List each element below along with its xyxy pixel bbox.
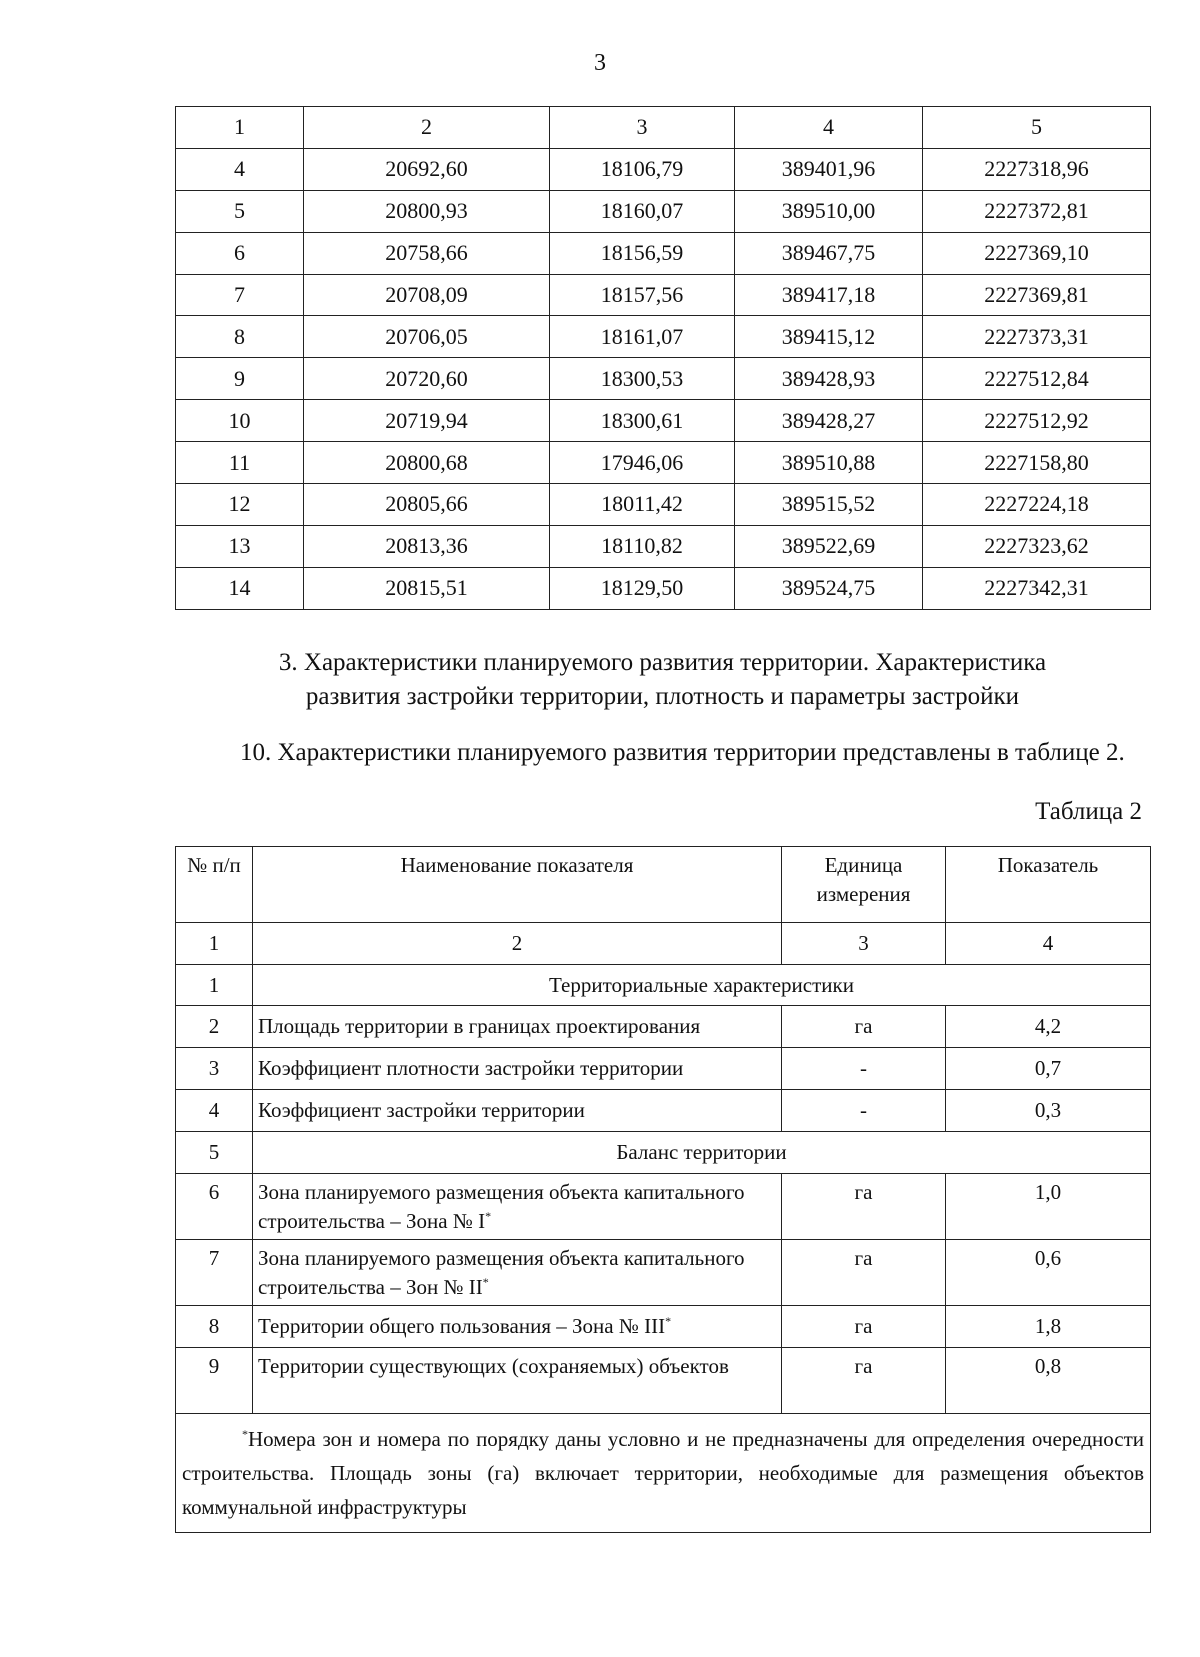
indicator-name-text: Зона планируемого размещения объекта капитального строительства – Зона № I (258, 1180, 745, 1233)
row-number: 2 (176, 1006, 253, 1048)
column-number: 3 (550, 107, 735, 149)
table-cell: 18300,53 (550, 358, 735, 400)
indicator-value: 0,6 (946, 1240, 1151, 1306)
table-cell: 18161,07 (550, 316, 735, 358)
indicator-unit: га (782, 1306, 946, 1348)
indicator-name: Территории существующих (сохраняемых) объектов (253, 1348, 782, 1414)
column-number: 4 (735, 107, 923, 149)
table-cell: 389467,75 (735, 232, 923, 274)
indicator-value: 4,2 (946, 1006, 1151, 1048)
table-row (176, 148, 1151, 190)
table-cell: 389510,88 (735, 442, 923, 484)
table-cell: 20805,66 (304, 484, 550, 526)
point-number: 10 (176, 400, 304, 442)
section-heading-line: 3. Характеристики планируемого развития территории. Характеристика (278, 649, 1047, 676)
table-cell: 2227369,10 (923, 232, 1151, 274)
table-cell: 2227372,81 (923, 190, 1151, 232)
table-cell: 20800,93 (304, 190, 550, 232)
indicator-name-text: Зона планируемого размещения объекта капитального строительства – Зон № II (258, 1246, 745, 1299)
footnote-mark: * (482, 1275, 489, 1289)
table-cell: 389401,96 (735, 148, 923, 190)
table-cell: 18157,56 (550, 274, 735, 316)
page-number: 3 (594, 50, 606, 76)
table-cell: 18129,50 (550, 567, 735, 609)
row-number: 5 (176, 1132, 253, 1174)
table-cell: 389428,27 (735, 400, 923, 442)
table-row (176, 1240, 1151, 1306)
row-number: 6 (176, 1174, 253, 1240)
column-number: 1 (176, 107, 304, 149)
coordinates-table-header-row (176, 107, 1151, 149)
table-cell: 389524,75 (735, 567, 923, 609)
table-cell: 389510,00 (735, 190, 923, 232)
table-cell: 20800,68 (304, 442, 550, 484)
table-row (176, 232, 1151, 274)
table-row (176, 358, 1151, 400)
column-number: 4 (946, 923, 1151, 965)
section-title: Территориальные характеристики (253, 965, 1151, 1006)
table-row (176, 1174, 1151, 1240)
indicator-unit: га (782, 1348, 946, 1414)
row-number: 3 (176, 1048, 253, 1090)
indicator-unit: га (782, 1240, 946, 1306)
table-cell: 20708,09 (304, 274, 550, 316)
indicator-value: 1,8 (946, 1306, 1151, 1348)
footnote-row (176, 1414, 1151, 1533)
indicator-value: 0,8 (946, 1348, 1151, 1414)
footnote-text-wrapper (182, 1422, 1144, 1524)
point-number: 9 (176, 358, 304, 400)
indicator-name-text: Территории общего пользования – Зона № III (258, 1314, 666, 1338)
section-row (176, 965, 1151, 1006)
table-cell: 18160,07 (550, 190, 735, 232)
section-title: Баланс территории (253, 1132, 1151, 1174)
column-number: 1 (176, 923, 253, 965)
table-cell: 2227369,81 (923, 274, 1151, 316)
table-cell: 20720,60 (304, 358, 550, 400)
indicator-name (253, 1240, 782, 1306)
table-cell: 20758,66 (304, 232, 550, 274)
table-row (176, 400, 1151, 442)
column-number: 3 (782, 923, 946, 965)
point-number: 13 (176, 525, 304, 567)
table-cell: 20692,60 (304, 148, 550, 190)
indicator-name: Коэффициент плотности застройки территории (253, 1048, 782, 1090)
column-number: 2 (253, 923, 782, 965)
table-cell: 20815,51 (304, 567, 550, 609)
table-row (176, 1048, 1151, 1090)
header-unit: Единица измерения (782, 847, 946, 923)
indicator-name (253, 1306, 782, 1348)
point-number: 5 (176, 190, 304, 232)
table-cell: 2227224,18 (923, 484, 1151, 526)
table-row (176, 1006, 1151, 1048)
section-heading (175, 646, 1150, 714)
table-cell: 20706,05 (304, 316, 550, 358)
indicator-value: 0,3 (946, 1090, 1151, 1132)
indicator-unit: - (782, 1090, 946, 1132)
table-row (176, 1348, 1151, 1414)
table-cell: 2227158,80 (923, 442, 1151, 484)
table-cell: 20719,94 (304, 400, 550, 442)
table-row (176, 1306, 1151, 1348)
indicators-table (175, 846, 1151, 1533)
point-number: 7 (176, 274, 304, 316)
table-cell: 389417,18 (735, 274, 923, 316)
point-number: 14 (176, 567, 304, 609)
indicator-name (253, 1174, 782, 1240)
table-caption: Таблица 2 (1035, 798, 1142, 825)
row-number: 4 (176, 1090, 253, 1132)
table-cell: 2227512,92 (923, 400, 1151, 442)
table-row (176, 316, 1151, 358)
indicator-name: Коэффициент застройки территории (253, 1090, 782, 1132)
footnote-mark: * (242, 1427, 248, 1441)
header-number: № п/п (176, 847, 253, 923)
table-cell: 389522,69 (735, 525, 923, 567)
column-number: 2 (304, 107, 550, 149)
indicator-unit: га (782, 1006, 946, 1048)
indicator-unit: га (782, 1174, 946, 1240)
indicator-unit: - (782, 1048, 946, 1090)
header-name: Наименование показателя (253, 847, 782, 923)
table-cell: 17946,06 (550, 442, 735, 484)
table-cell: 389415,12 (735, 316, 923, 358)
point-number: 8 (176, 316, 304, 358)
table-cell: 20813,36 (304, 525, 550, 567)
row-number: 9 (176, 1348, 253, 1414)
point-number: 12 (176, 484, 304, 526)
table-cell: 389428,93 (735, 358, 923, 400)
table-row (176, 567, 1151, 609)
column-number: 5 (923, 107, 1151, 149)
table-cell: 18011,42 (550, 484, 735, 526)
indicator-value: 1,0 (946, 1174, 1151, 1240)
table-row (176, 525, 1151, 567)
table-cell: 2227342,31 (923, 567, 1151, 609)
coordinates-table (175, 106, 1151, 610)
table-row (176, 1090, 1151, 1132)
column-numbers-row (176, 923, 1151, 965)
footnote (176, 1414, 1151, 1533)
table-cell: 2227373,31 (923, 316, 1151, 358)
header-value: Показатель (946, 847, 1151, 923)
table-row (176, 484, 1151, 526)
table-cell: 2227512,84 (923, 358, 1151, 400)
section-row (176, 1132, 1151, 1174)
table-cell: 18110,82 (550, 525, 735, 567)
footnote-mark: * (485, 1209, 492, 1223)
point-number: 11 (176, 442, 304, 484)
table-cell: 2227323,62 (923, 525, 1151, 567)
row-number: 8 (176, 1306, 253, 1348)
indicator-name: Площадь территории в границах проектирования (253, 1006, 782, 1048)
table-row (176, 274, 1151, 316)
point-number: 6 (176, 232, 304, 274)
indicators-table-header-row (176, 847, 1151, 923)
body-paragraph: 10. Характеристики планируемого развития территории представлены в таблице 2. (240, 739, 1125, 766)
table-cell: 389515,52 (735, 484, 923, 526)
footnote-mark: * (665, 1314, 672, 1328)
point-number: 4 (176, 148, 304, 190)
table-cell: 2227318,96 (923, 148, 1151, 190)
table-row (176, 442, 1151, 484)
row-number: 7 (176, 1240, 253, 1306)
table-cell: 18106,79 (550, 148, 735, 190)
table-cell: 18300,61 (550, 400, 735, 442)
footnote-text: Номера зон и номера по порядку даны условно и не предназначены для определения очередности строительства. Площадь зоны (га) включает территории, необходимые для размещения объектов коммунальной инфраструктуры (182, 1427, 1144, 1519)
indicator-value: 0,7 (946, 1048, 1151, 1090)
section-heading-line: развития застройки территории, плотность и параметры застройки (305, 683, 1020, 710)
row-number: 1 (176, 965, 253, 1006)
table-cell: 18156,59 (550, 232, 735, 274)
table-row (176, 190, 1151, 232)
